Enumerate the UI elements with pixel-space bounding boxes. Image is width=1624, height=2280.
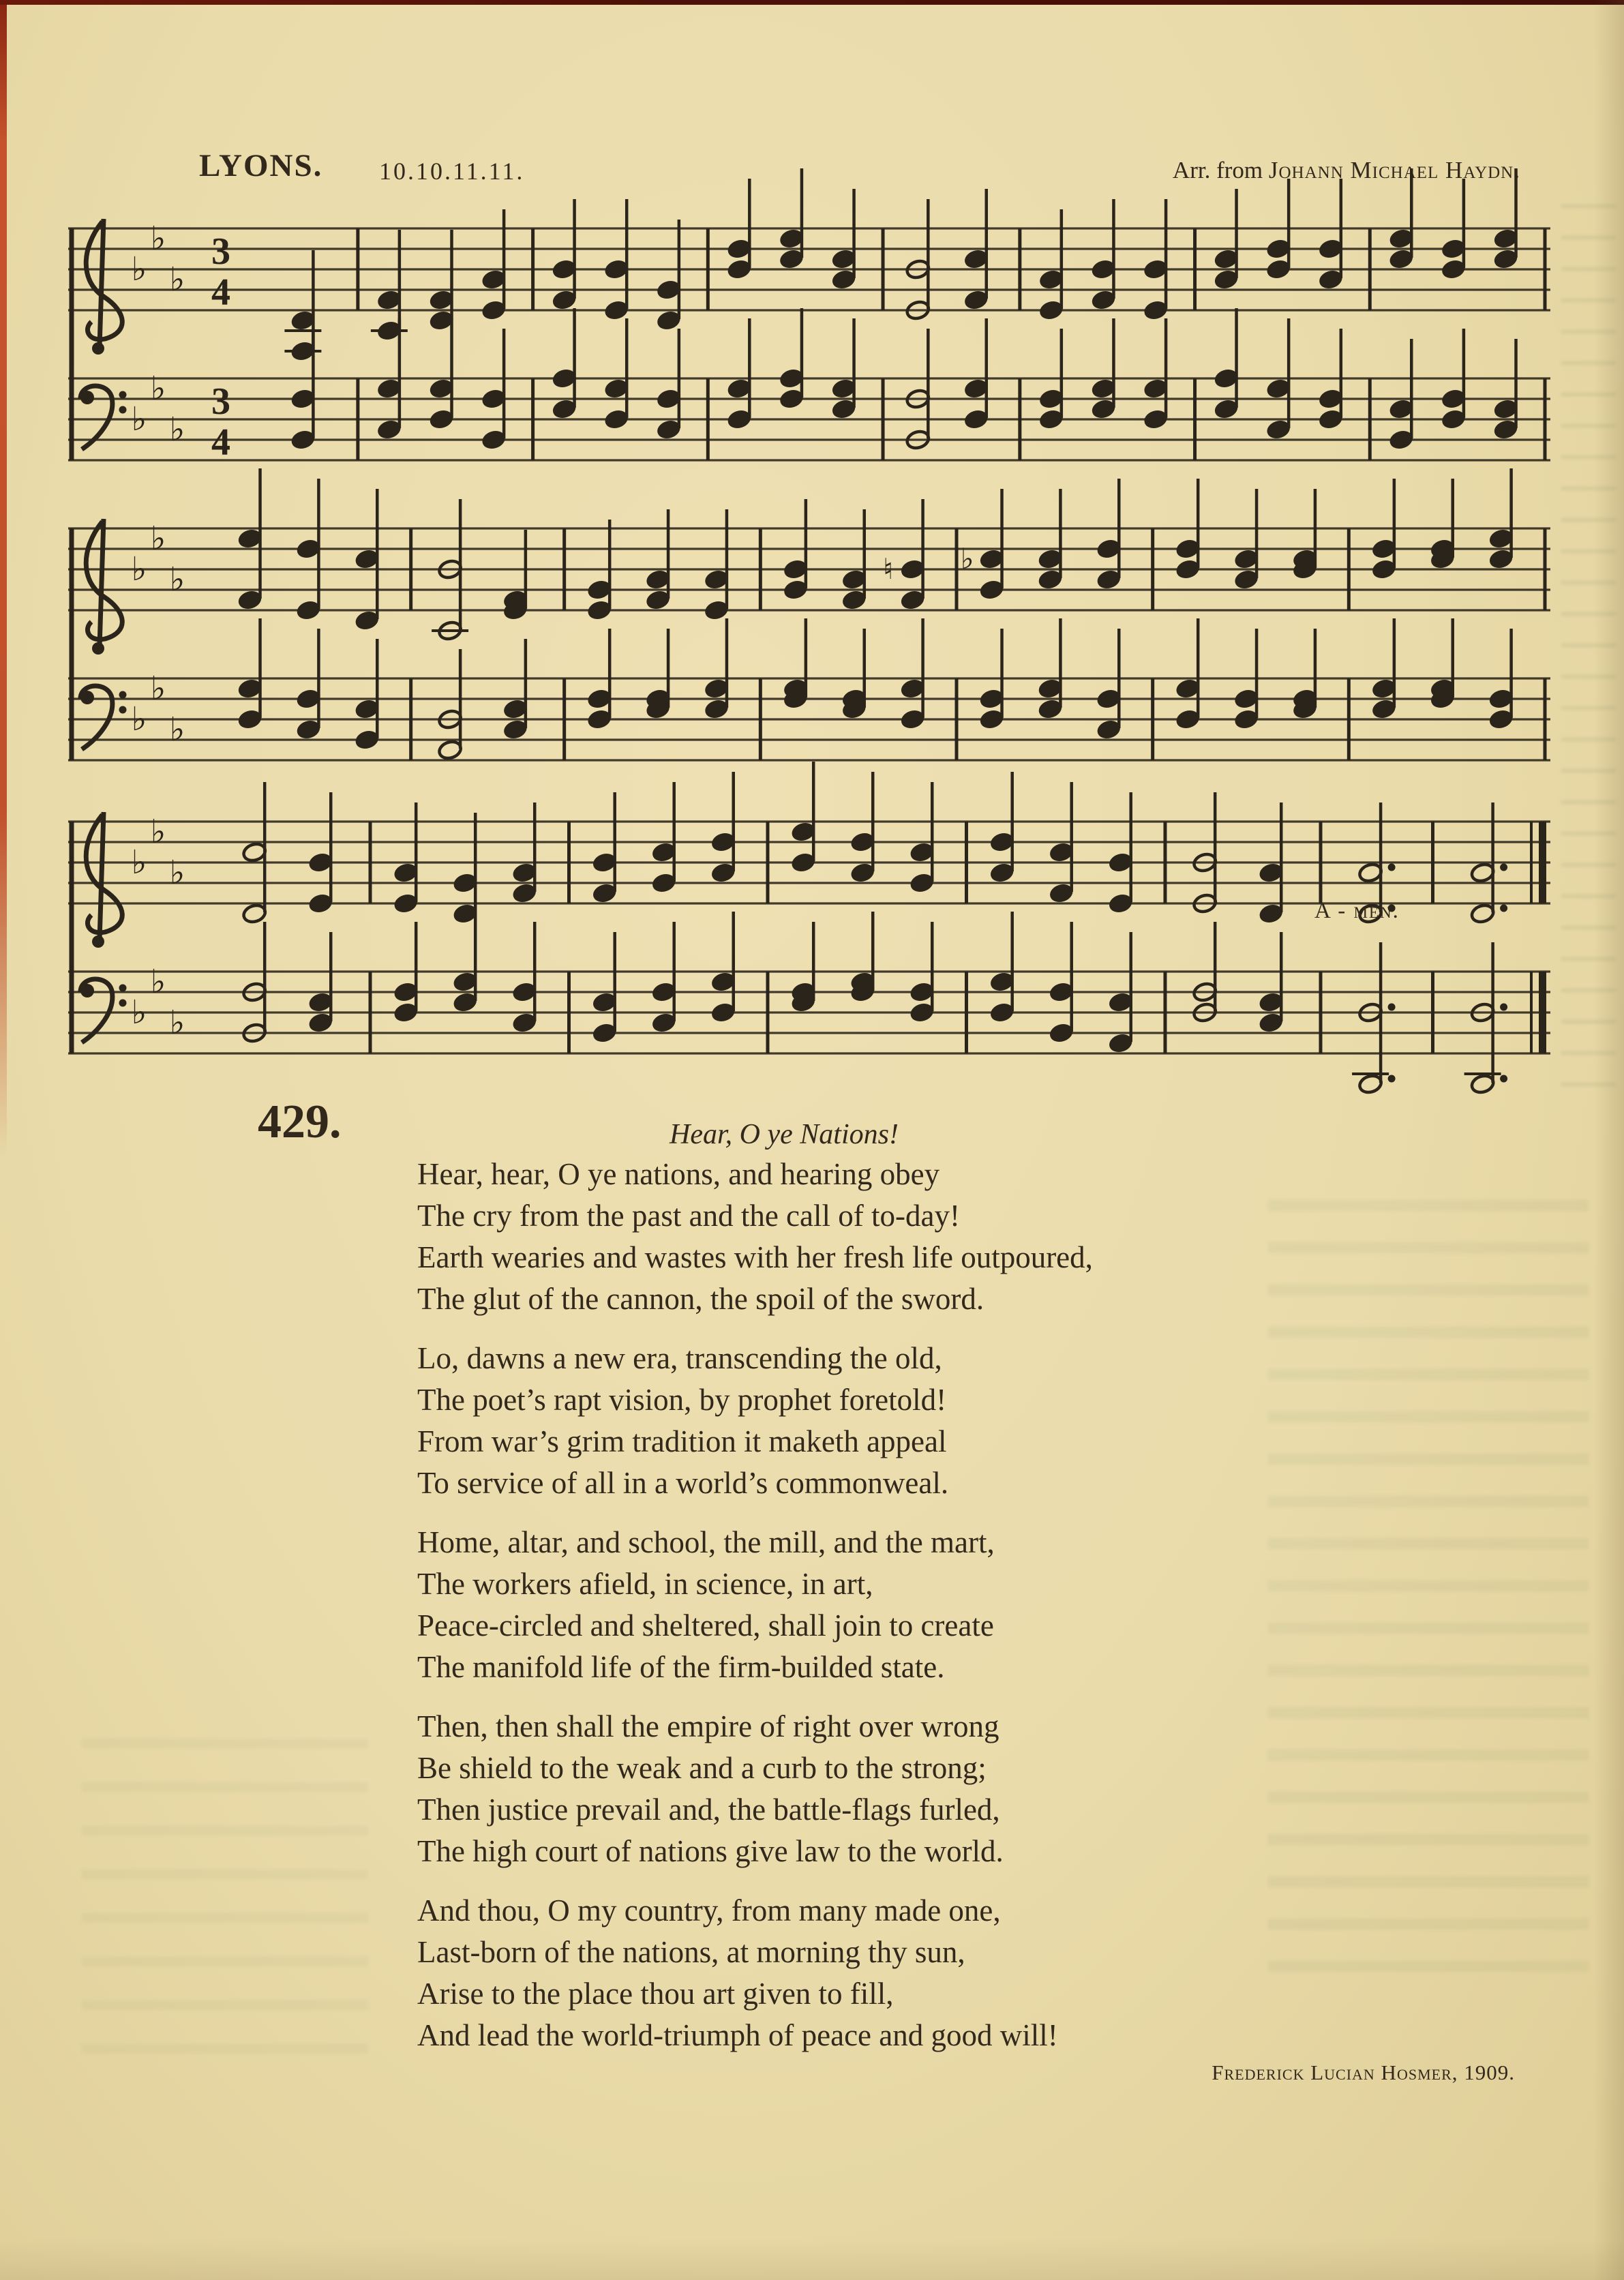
flat-icon: ♭ [169, 560, 185, 599]
flat-icon: ♭ [150, 963, 166, 1001]
flat-icon: ♭ [131, 993, 147, 1032]
stanza-line: Lo, dawns a new era, transcending the old, [417, 1341, 942, 1375]
time-signature: 4 [211, 271, 230, 314]
amen-label: A - men. [1314, 899, 1400, 923]
flat-icon: ♭ [150, 220, 166, 258]
augmentation-dot [1388, 1004, 1396, 1011]
page-right-shade [1594, 0, 1624, 2280]
natural-icon: ♮ [883, 552, 894, 586]
augmentation-dot [1500, 905, 1507, 912]
final-barline-thick [1539, 972, 1546, 1053]
flat-icon: ♭ [169, 1004, 185, 1042]
flat-icon: ♭ [169, 260, 185, 299]
treble-clef-icon [86, 812, 122, 948]
flat-icon: ♭ [150, 370, 166, 408]
final-barline-thick [1539, 822, 1546, 903]
flat-icon: ♭ [169, 710, 185, 749]
augmentation-dot [1500, 864, 1507, 871]
stanza-line: Then justice prevail and, the battle-flags furled, [417, 1792, 1000, 1827]
stanza-line: Arise to the place thou art given to fill, [417, 1977, 894, 2011]
time-signature: 4 [211, 421, 230, 464]
stanza [417, 1338, 1406, 1504]
tune-name: LYONS. [199, 148, 323, 183]
flat-icon: ♭ [131, 550, 147, 588]
hymn-stanzas [417, 1154, 1406, 2074]
hymn-number: 429. [258, 1096, 342, 1148]
music-system-svg [68, 740, 1556, 1149]
stanza [417, 1890, 1406, 2056]
arranger-prefix: Arr. from [1172, 157, 1269, 183]
page-bottom-shade [0, 2239, 1624, 2280]
stanza-line: Earth wearies and wastes with her fresh life outpoured, [417, 1240, 1093, 1274]
flat-icon: ♭ [131, 400, 147, 438]
augmentation-dot [1500, 1004, 1507, 1011]
stanza-line: Peace-circled and sheltered, shall join to create [417, 1608, 994, 1642]
tune-meter: 10.10.11.11. [379, 158, 525, 185]
stanza-line: And lead the world-triumph of peace and good will! [417, 2018, 1058, 2052]
stanza-line: Home, altar, and school, the mill, and the mart, [417, 1525, 995, 1559]
flat-icon: ♭ [169, 854, 185, 892]
stanza-line: The poet’s rapt vision, by prophet foretold! [417, 1383, 947, 1417]
stanza-line: To service of all in a world’s commonweal. [417, 1466, 949, 1500]
flat-icon: ♭ [131, 700, 147, 738]
music-system-3 [68, 740, 1556, 1149]
flat-icon: ♭ [150, 520, 166, 558]
stanza-line: Last-born of the nations, at morning thy sun, [417, 1935, 965, 1969]
stanza-line: Be shield to the weak and a curb to the strong; [417, 1751, 987, 1785]
flat-icon: ♭ [131, 250, 147, 288]
stanza-line: Hear, hear, O ye nations, and hearing obey [417, 1157, 940, 1191]
stanza-line: And thou, O my country, from many made one, [417, 1893, 1001, 1927]
stanza-line: The glut of the cannon, the spoil of the sword. [417, 1282, 984, 1316]
flat-icon: ♭ [131, 843, 147, 882]
stanza-line: The manifold life of the firm-builded state. [417, 1650, 945, 1684]
stanza-line: The cry from the past and the call of to-day! [417, 1199, 960, 1233]
augmentation-dot [1500, 1075, 1507, 1083]
stanza-line: The high court of nations give law to the world. [417, 1834, 1004, 1868]
stanza [417, 1522, 1406, 1688]
arranger-name: Johann Michael Haydn. [1268, 157, 1520, 183]
stanza-line: From war’s grim tradition it maketh appeal [417, 1424, 947, 1458]
page-top-edge [0, 0, 1624, 5]
time-signature: 3 [211, 230, 230, 273]
stanza-line: Then, then shall the empire of right over wrong [417, 1709, 999, 1743]
author-attribution: Frederick Lucian Hosmer, 1909. [1212, 2060, 1515, 2084]
flat-icon: ♭ [150, 813, 166, 851]
treble-clef-icon [86, 519, 122, 655]
flat-icon: ♭ [960, 542, 974, 575]
stanza [417, 1154, 1406, 1320]
flat-icon: ♭ [169, 410, 185, 449]
augmentation-dot [1388, 1075, 1396, 1083]
page-left-edge-strip [0, 5, 7, 1157]
time-signature: 3 [211, 380, 230, 423]
treble-clef-icon [86, 219, 122, 355]
bleedthrough-ghost [82, 1739, 368, 2080]
augmentation-dot [1388, 864, 1396, 871]
stanza-line: The workers afield, in science, in art, [417, 1567, 873, 1601]
hymn-title: Hear, O ye Nations! [670, 1119, 899, 1150]
flat-icon: ♭ [150, 670, 166, 708]
stanza [417, 1706, 1406, 1872]
